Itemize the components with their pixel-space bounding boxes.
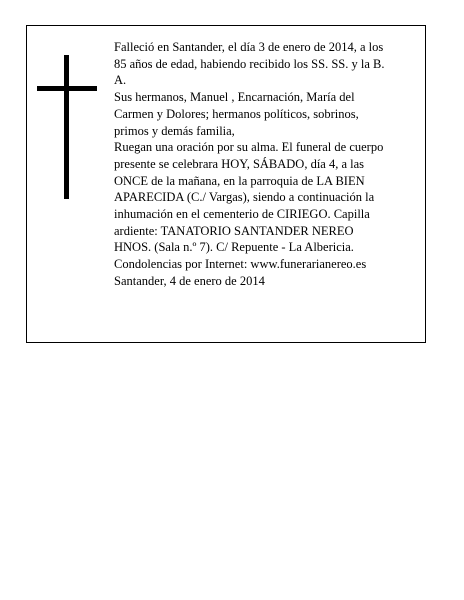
funeral-details: Ruegan una oración por su alma. El funeral de cuerpo presente se celebrara HOY, SÁBADO, día 4, a las ONCE de la mañana, en la parroquia de LA BIEN APARECIDA (C./ Vargas), siendo a continuación la inhumación en el cementerio de CIRIEGO. Capilla ardiente: TANATORIO SANTANDER NEREO HNOS. (Sala n.º 7). C/ Repuente - La Albericia. (114, 140, 384, 255)
condolences-line: Condolencias por Internet: www.funerarianereo.es (114, 257, 367, 272)
cross-vertical-bar (64, 55, 69, 199)
obituary-notice (26, 25, 426, 343)
death-announcement: Falleció en Santander, el día 3 de enero de 2014, a los 85 años de edad, habiendo recibido los SS. SS. y la B. A. (114, 40, 385, 88)
family-list: Sus hermanos, Manuel , Encarnación, María del Carmen y Dolores; hermanos políticos, sobrinos, primos y demás familia, (114, 90, 359, 138)
obituary-text (114, 39, 414, 290)
cross-horizontal-bar (37, 86, 97, 91)
latin-cross-icon (37, 55, 97, 199)
place-date-line: Santander, 4 de enero de 2014 (114, 273, 265, 288)
